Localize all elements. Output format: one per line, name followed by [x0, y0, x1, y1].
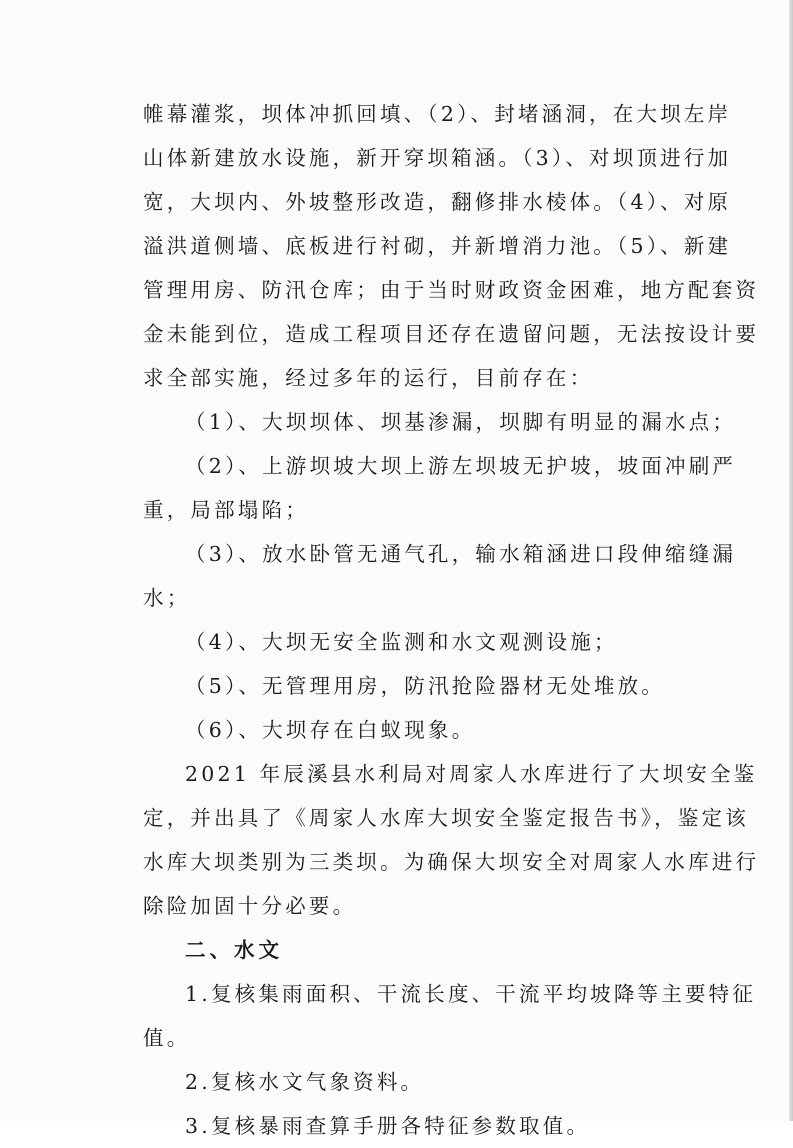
text-line: 宽，大坝内、外坡整形改造，翻修排水棱体。（4）、对原	[143, 190, 732, 214]
text-line: 定，并出具了《周家人水库大坝安全鉴定报告书》，鉴定该	[143, 806, 749, 830]
list-item: （2）、上游坝坡大坝上游左坝坡无护坡，坡面冲刷严	[185, 454, 737, 478]
text-line: 山体新建放水设施，新开穿坝箱涵。（3）、对坝顶进行加	[143, 146, 732, 170]
list-item: （6）、大坝存在白蚁现象。	[185, 718, 476, 742]
text-line: 除险加固十分必要。	[143, 894, 357, 918]
list-item: （5）、无管理用房，防汛抢险器材无处堆放。	[185, 674, 665, 698]
document-body	[143, 92, 760, 1148]
list-item: 2.复核水文气象资料。	[185, 1070, 425, 1094]
paragraph-start: 2021 年辰溪县水利局对周家人水库进行了大坝安全鉴	[185, 762, 758, 786]
text-line: 管理用房、防汛仓库；由于当时财政资金困难，地方配套资	[143, 278, 760, 302]
text-line: 求全部实施，经过多年的运行，目前存在：	[143, 366, 594, 390]
list-item: 1.复核集雨面积、干流长度、干流平均坡降等主要特征	[185, 982, 757, 1006]
text-line: 金未能到位，造成工程项目还存在遗留问题，无法按设计要	[143, 322, 760, 346]
text-line: 重，局部塌陷；	[143, 498, 309, 522]
list-item: （4）、大坝无安全监测和水文观测设施；	[185, 630, 618, 654]
list-item: （1）、大坝坝体、坝基渗漏，坝脚有明显的漏水点；	[185, 410, 737, 434]
text-line: 帷幕灌浆，坝体冲抓回填、（2）、封堵涵洞，在大坝左岸	[143, 102, 732, 126]
text-line: 值。	[143, 1026, 191, 1050]
section-heading: 二、水文	[185, 938, 283, 962]
list-item: （3）、放水卧管无通气孔，输水箱涵进口段伸缩缝漏	[185, 542, 737, 566]
page-edge-shadow	[789, 0, 793, 1121]
text-line: 水库大坝类别为三类坝。为确保大坝安全对周家人水库进行	[143, 850, 760, 874]
text-line: 水；	[143, 586, 191, 610]
list-item: 3.复核暴雨查算手册各特征参数取值。	[185, 1114, 591, 1138]
text-line: 溢洪道侧墙、底板进行衬砌，并新增消力池。（5）、新建	[143, 234, 732, 258]
